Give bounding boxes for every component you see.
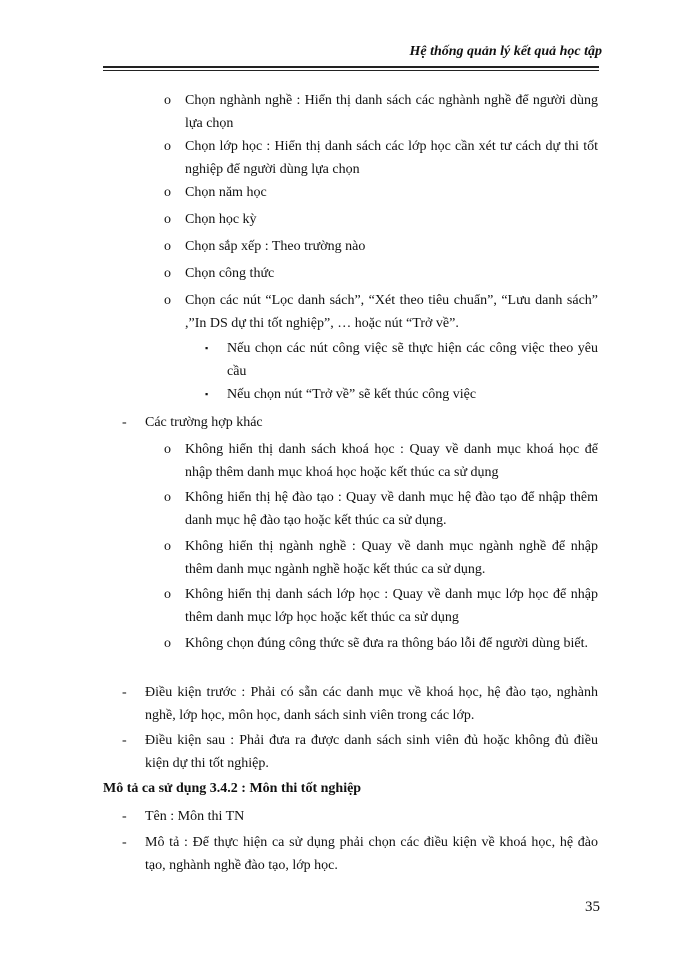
bullet-circle: o xyxy=(164,587,171,602)
bullet-dash: - xyxy=(122,685,127,700)
list-item: Điều kiện trước : Phải có sẵn các danh mục về khoá học, hệ đào tạo, nghành nghề, lớp học, môn học, danh sách sinh viên trong các lớp. xyxy=(145,685,598,723)
list-item: Các trường hợp khác xyxy=(145,415,263,430)
bullet-circle: o xyxy=(164,212,171,227)
bullet-dash: - xyxy=(122,415,127,430)
list-item: Chọn sắp xếp : Theo trường nào xyxy=(185,239,366,254)
list-item: Không hiển thị ngành nghề : Quay về danh mục ngành nghề để nhập thêm danh mục ngành nghề hoặc kết thúc ca sử dụng. xyxy=(185,539,598,577)
bullet-dash: - xyxy=(122,733,127,748)
page-number: 35 xyxy=(585,899,600,915)
bullet-circle: o xyxy=(164,185,171,200)
list-item: Không hiển thị danh sách lớp học : Quay về danh mục lớp học để nhập thêm danh mục lớp học hoặc kết thúc ca sử dụng xyxy=(185,587,598,625)
list-item: Chọn nghành nghề : Hiển thị danh sách các nghành nghề để người dùng lựa chọn xyxy=(185,93,598,131)
list-item: Chọn học kỳ xyxy=(185,212,257,227)
list-item: Chọn các nút “Lọc danh sách”, “Xét theo tiêu chuẩn”, “Lưu danh sách” ,”In DS dự thi tốt nghiệp”, … hoặc nút “Trở về”. xyxy=(185,293,598,331)
header-rule-thin xyxy=(103,70,599,71)
bullet-circle: o xyxy=(164,93,171,108)
list-item: Không chọn đúng công thức sẽ đưa ra thông báo lỗi để người dùng biết. xyxy=(185,636,589,651)
list-item: Tên : Môn thi TN xyxy=(145,809,245,824)
list-item: Chọn lớp học : Hiển thị danh sách các lớp học cần xét tư cách dự thi tốt nghiệp để người dùng lựa chọn xyxy=(185,139,598,177)
list-item: Chọn năm học xyxy=(185,185,267,200)
bullet-square: ▪ xyxy=(205,389,209,399)
section-heading: Mô tả ca sử dụng 3.4.2 : Môn thi tốt nghiệp xyxy=(103,781,362,796)
bullet-dash: - xyxy=(122,809,127,824)
list-item: Mô tả : Để thực hiện ca sử dụng phải chọn các điều kiện về khoá học, hệ đào tạo, nghành nghề đào tạo, lớp học. xyxy=(145,835,598,873)
bullet-circle: o xyxy=(164,442,171,457)
bullet-circle: o xyxy=(164,139,171,154)
bullet-circle: o xyxy=(164,636,171,651)
list-item: Nếu chọn các nút công việc sẽ thực hiện các công việc theo yêu cầu xyxy=(227,341,598,379)
bullet-square: ▪ xyxy=(205,343,209,353)
header-rule-thick xyxy=(103,66,599,68)
bullet-circle: o xyxy=(164,539,171,554)
list-item: Nếu chọn nút “Trở về” sẽ kết thúc công việc xyxy=(227,387,477,402)
bullet-circle: o xyxy=(164,293,171,308)
page-header-title: Hệ thống quản lý kết quả học tập xyxy=(409,44,602,59)
bullet-circle: o xyxy=(164,490,171,505)
bullet-circle: o xyxy=(164,239,171,254)
bullet-dash: - xyxy=(122,835,127,850)
list-item: Không hiển thị hệ đào tạo : Quay về danh mục hệ đào tạo để nhập thêm danh mục hệ đào tạo hoặc kết thúc ca sử dụng. xyxy=(185,490,598,528)
list-item: Điều kiện sau : Phải đưa ra được danh sách sinh viên đủ hoặc không đủ điều kiện dự thi tốt nghiệp. xyxy=(145,733,598,771)
list-item: Không hiển thị danh sách khoá học : Quay về danh mục khoá học để nhập thêm danh mục khoá học hoặc kết thúc ca sử dụng xyxy=(185,442,598,480)
bullet-circle: o xyxy=(164,266,171,281)
list-item: Chọn công thức xyxy=(185,266,275,281)
